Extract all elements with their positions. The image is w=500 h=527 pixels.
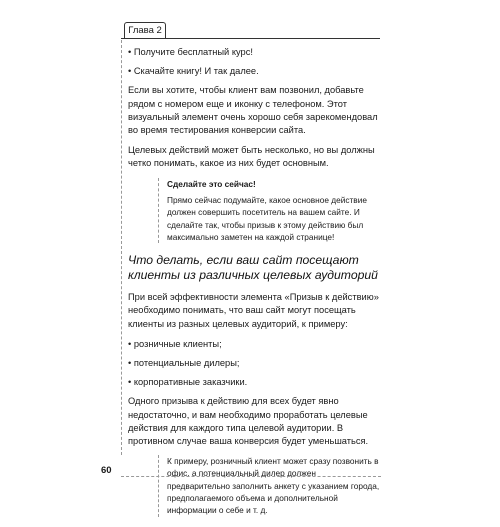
- callout-box: [158, 455, 380, 516]
- list-item: • Скачайте книгу! И так далее.: [128, 66, 259, 77]
- callout-text: К примеру, розничный клиент может сразу позвонить в офис, а потенциальный дилер должен предварительно заполнить анкету с указанием города, предполагаемого объема и дополнительной информации о себе и т. д.: [167, 456, 380, 516]
- paragraph: Целевых действий может быть несколько, но вы должны четко понимать, какое из них будет основным.: [128, 145, 375, 169]
- list-item: • розничные клиенты;: [128, 338, 222, 349]
- list-item: • Получите бесплатный курс!: [128, 47, 253, 57]
- footer-rule: [121, 476, 381, 477]
- callout-title: Сделайте это сейчас!: [167, 178, 256, 189]
- paragraph: Одного призыва к действию для всех будет явно недостаточно, и вам необходимо проработать целевые действия для каждого типа целевой аудитории. В противном случае ваша конверсия будет уменьшаться.: [128, 396, 369, 446]
- page-content: [128, 46, 380, 527]
- list-item: • потенциальные дилеры;: [128, 357, 240, 368]
- margin-guide: [121, 40, 122, 455]
- paragraph: При всей эффективности элемента «Призыв к действию» необходимо понимать, что ваш сайт могут посещать клиенты из разных целевых аудиторий, к примеру:: [128, 292, 379, 329]
- callout-box: [158, 178, 380, 243]
- page-number: 60: [101, 465, 112, 476]
- list-item: • корпоративные заказчики.: [128, 377, 248, 388]
- chapter-label: Глава 2: [124, 22, 166, 39]
- section-heading: Что делать, если ваш сайт посещают клиенты из различных целевых аудиторий: [128, 253, 378, 283]
- paragraph: Если вы хотите, чтобы клиент вам позвонил, добавьте рядом с номером еще и иконку с телефоном. Этот визуальный элемент очень хорошо себя зарекомендовал во время тестирования конверсии сайта.: [128, 85, 378, 136]
- callout-text: Прямо сейчас подумайте, какое основное действие должен совершить посетитель на вашем сайте. И сделайте так, чтобы призыв к этому действию был максимально заметен на каждой странице!: [167, 194, 367, 242]
- header-rule: [121, 38, 380, 39]
